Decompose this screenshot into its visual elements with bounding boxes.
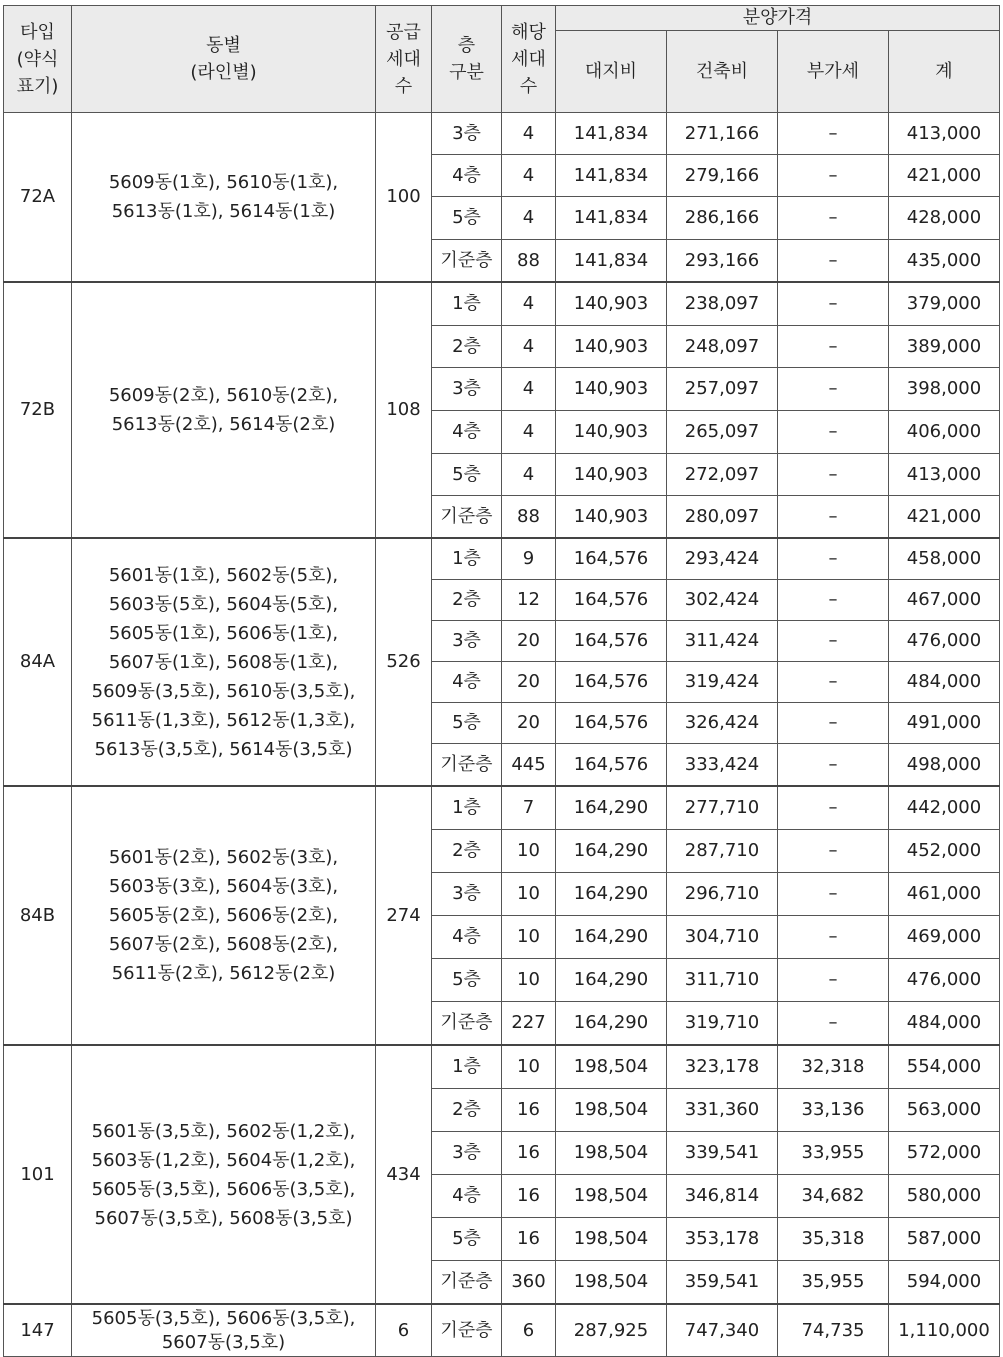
table-row [4, 786, 1000, 830]
total-price-cell: 452,000 [889, 830, 1000, 873]
dong-cell: 5601동(1호), 5602동(5호), 5603동(5호), 5604동(5호), 5605동(1호), 5606동(1호), 5607동(1호), 5608동(1호), 5609동(3,5호), 5610동(3,5호), 5611동(1,3호), 5612동(1,3호), 5613동(3,5호), 5614동(3,5호) [72, 538, 376, 786]
total-price-cell: 572,000 [889, 1132, 1000, 1175]
land-price-cell: 164,290 [556, 959, 667, 1002]
units-cell: 10 [502, 916, 556, 959]
land-price-cell: 198,504 [556, 1261, 667, 1305]
build-price-cell: 238,097 [667, 282, 778, 326]
vat-cell: – [778, 703, 889, 744]
table-row [4, 113, 1000, 155]
header-units: 해당 세대 수 [502, 6, 556, 113]
land-price-cell: 164,290 [556, 1002, 667, 1046]
build-price-cell: 280,097 [667, 496, 778, 539]
floor-cell: 2층 [432, 830, 502, 873]
vat-cell: – [778, 662, 889, 703]
dong-cell: 5609동(1호), 5610동(1호), 5613동(1호), 5614동(1호) [72, 113, 376, 283]
table-row [4, 282, 1000, 326]
land-price-cell: 164,576 [556, 580, 667, 621]
total-price-cell: 379,000 [889, 282, 1000, 326]
total-price-cell: 491,000 [889, 703, 1000, 744]
build-price-cell: 271,166 [667, 113, 778, 155]
land-price-cell: 164,290 [556, 830, 667, 873]
units-cell: 12 [502, 580, 556, 621]
build-price-cell: 353,178 [667, 1218, 778, 1261]
vat-cell: – [778, 538, 889, 580]
type-cell: 101 [4, 1045, 72, 1304]
land-price-cell: 140,903 [556, 326, 667, 368]
units-cell: 360 [502, 1261, 556, 1305]
total-price-cell: 1,110,000 [889, 1304, 1000, 1357]
units-cell: 7 [502, 786, 556, 830]
land-price-cell: 198,504 [556, 1218, 667, 1261]
total-price-cell: 413,000 [889, 113, 1000, 155]
vat-cell: – [778, 282, 889, 326]
land-price-cell: 164,290 [556, 916, 667, 959]
units-cell: 16 [502, 1218, 556, 1261]
build-price-cell: 747,340 [667, 1304, 778, 1357]
vat-cell: – [778, 744, 889, 787]
total-price-cell: 554,000 [889, 1045, 1000, 1089]
units-cell: 88 [502, 240, 556, 283]
total-price-cell: 398,000 [889, 368, 1000, 411]
land-price-cell: 164,576 [556, 538, 667, 580]
floor-cell: 1층 [432, 538, 502, 580]
vat-cell: – [778, 496, 889, 539]
land-price-cell: 198,504 [556, 1045, 667, 1089]
total-price-cell: 484,000 [889, 1002, 1000, 1046]
floor-cell: 4층 [432, 916, 502, 959]
units-cell: 10 [502, 830, 556, 873]
supply-cell: 100 [376, 113, 432, 283]
type-cell: 84B [4, 786, 72, 1045]
floor-cell: 기준층 [432, 496, 502, 539]
land-price-cell: 164,576 [556, 703, 667, 744]
header-price: 분양가격 [556, 6, 1000, 31]
build-price-cell: 248,097 [667, 326, 778, 368]
header-type: 타입 (약식 표기) [4, 6, 72, 113]
land-price-cell: 141,834 [556, 197, 667, 240]
vat-cell: – [778, 1002, 889, 1046]
land-price-cell: 141,834 [556, 113, 667, 155]
build-price-cell: 326,424 [667, 703, 778, 744]
units-cell: 4 [502, 326, 556, 368]
table-row [4, 538, 1000, 580]
floor-cell: 기준층 [432, 240, 502, 283]
vat-cell: – [778, 197, 889, 240]
land-price-cell: 141,834 [556, 240, 667, 283]
floor-cell: 3층 [432, 113, 502, 155]
floor-cell: 5층 [432, 959, 502, 1002]
land-price-cell: 141,834 [556, 155, 667, 197]
total-price-cell: 435,000 [889, 240, 1000, 283]
vat-cell: 34,682 [778, 1175, 889, 1218]
build-price-cell: 293,166 [667, 240, 778, 283]
vat-cell: 35,318 [778, 1218, 889, 1261]
units-cell: 20 [502, 621, 556, 662]
floor-cell: 3층 [432, 873, 502, 916]
vat-cell: – [778, 830, 889, 873]
land-price-cell: 140,903 [556, 411, 667, 454]
type-cell: 84A [4, 538, 72, 786]
vat-cell: 32,318 [778, 1045, 889, 1089]
floor-cell: 기준층 [432, 1304, 502, 1357]
units-cell: 4 [502, 113, 556, 155]
supply-cell: 434 [376, 1045, 432, 1304]
floor-cell: 3층 [432, 621, 502, 662]
units-cell: 10 [502, 1045, 556, 1089]
total-price-cell: 413,000 [889, 454, 1000, 496]
header-build: 건축비 [667, 31, 778, 113]
dong-cell: 5605동(3,5호), 5606동(3,5호), 5607동(3,5호) [72, 1304, 376, 1357]
floor-cell: 기준층 [432, 1261, 502, 1305]
floor-cell: 5층 [432, 1218, 502, 1261]
total-price-cell: 476,000 [889, 959, 1000, 1002]
land-price-cell: 140,903 [556, 282, 667, 326]
build-price-cell: 286,166 [667, 197, 778, 240]
land-price-cell: 198,504 [556, 1132, 667, 1175]
supply-cell: 526 [376, 538, 432, 786]
floor-cell: 5층 [432, 197, 502, 240]
vat-cell: – [778, 326, 889, 368]
units-cell: 10 [502, 873, 556, 916]
vat-cell: – [778, 873, 889, 916]
units-cell: 9 [502, 538, 556, 580]
vat-cell: – [778, 113, 889, 155]
build-price-cell: 311,710 [667, 959, 778, 1002]
land-price-cell: 198,504 [556, 1175, 667, 1218]
build-price-cell: 293,424 [667, 538, 778, 580]
table-body [4, 113, 1000, 1357]
type-cell: 72A [4, 113, 72, 283]
header-vat: 부가세 [778, 31, 889, 113]
dong-cell: 5601동(2호), 5602동(3호), 5603동(3호), 5604동(3호), 5605동(2호), 5606동(2호), 5607동(2호), 5608동(2호), 5611동(2호), 5612동(2호) [72, 786, 376, 1045]
total-price-cell: 594,000 [889, 1261, 1000, 1305]
vat-cell: – [778, 240, 889, 283]
floor-cell: 2층 [432, 580, 502, 621]
total-price-cell: 484,000 [889, 662, 1000, 703]
land-price-cell: 164,290 [556, 873, 667, 916]
floor-cell: 1층 [432, 786, 502, 830]
floor-cell: 3층 [432, 1132, 502, 1175]
units-cell: 4 [502, 411, 556, 454]
floor-cell: 5층 [432, 703, 502, 744]
total-price-cell: 428,000 [889, 197, 1000, 240]
total-price-cell: 461,000 [889, 873, 1000, 916]
vat-cell: – [778, 368, 889, 411]
vat-cell: – [778, 454, 889, 496]
land-price-cell: 140,903 [556, 496, 667, 539]
build-price-cell: 279,166 [667, 155, 778, 197]
build-price-cell: 319,710 [667, 1002, 778, 1046]
total-price-cell: 442,000 [889, 786, 1000, 830]
total-price-cell: 587,000 [889, 1218, 1000, 1261]
vat-cell: – [778, 786, 889, 830]
units-cell: 16 [502, 1175, 556, 1218]
floor-cell: 4층 [432, 1175, 502, 1218]
units-cell: 445 [502, 744, 556, 787]
units-cell: 20 [502, 662, 556, 703]
supply-cell: 108 [376, 282, 432, 538]
build-price-cell: 331,360 [667, 1089, 778, 1132]
build-price-cell: 257,097 [667, 368, 778, 411]
supply-cell: 274 [376, 786, 432, 1045]
build-price-cell: 265,097 [667, 411, 778, 454]
units-cell: 16 [502, 1132, 556, 1175]
build-price-cell: 319,424 [667, 662, 778, 703]
land-price-cell: 164,576 [556, 621, 667, 662]
vat-cell: – [778, 916, 889, 959]
build-price-cell: 287,710 [667, 830, 778, 873]
build-price-cell: 304,710 [667, 916, 778, 959]
table-row [4, 1304, 1000, 1357]
floor-cell: 2층 [432, 1089, 502, 1132]
build-price-cell: 302,424 [667, 580, 778, 621]
units-cell: 20 [502, 703, 556, 744]
total-price-cell: 498,000 [889, 744, 1000, 787]
units-cell: 16 [502, 1089, 556, 1132]
total-price-cell: 563,000 [889, 1089, 1000, 1132]
floor-cell: 기준층 [432, 744, 502, 787]
build-price-cell: 359,541 [667, 1261, 778, 1305]
total-price-cell: 476,000 [889, 621, 1000, 662]
units-cell: 227 [502, 1002, 556, 1046]
build-price-cell: 311,424 [667, 621, 778, 662]
land-price-cell: 287,925 [556, 1304, 667, 1357]
header-dong: 동별 (라인별) [72, 6, 376, 113]
header-floor: 층 구분 [432, 6, 502, 113]
build-price-cell: 333,424 [667, 744, 778, 787]
land-price-cell: 164,576 [556, 744, 667, 787]
header-total: 계 [889, 31, 1000, 113]
dong-cell: 5609동(2호), 5610동(2호), 5613동(2호), 5614동(2호) [72, 282, 376, 538]
vat-cell: – [778, 155, 889, 197]
header-land: 대지비 [556, 31, 667, 113]
header-supply: 공급 세대 수 [376, 6, 432, 113]
floor-cell: 5층 [432, 454, 502, 496]
floor-cell: 4층 [432, 155, 502, 197]
build-price-cell: 339,541 [667, 1132, 778, 1175]
total-price-cell: 406,000 [889, 411, 1000, 454]
vat-cell: – [778, 580, 889, 621]
units-cell: 88 [502, 496, 556, 539]
units-cell: 10 [502, 959, 556, 1002]
build-price-cell: 272,097 [667, 454, 778, 496]
floor-cell: 1층 [432, 282, 502, 326]
supply-cell: 6 [376, 1304, 432, 1357]
build-price-cell: 323,178 [667, 1045, 778, 1089]
units-cell: 4 [502, 197, 556, 240]
vat-cell: 33,136 [778, 1089, 889, 1132]
vat-cell: 74,735 [778, 1304, 889, 1357]
units-cell: 4 [502, 368, 556, 411]
type-cell: 72B [4, 282, 72, 538]
land-price-cell: 164,576 [556, 662, 667, 703]
floor-cell: 4층 [432, 662, 502, 703]
vat-cell: – [778, 959, 889, 1002]
total-price-cell: 469,000 [889, 916, 1000, 959]
total-price-cell: 580,000 [889, 1175, 1000, 1218]
type-cell: 147 [4, 1304, 72, 1357]
floor-cell: 4층 [432, 411, 502, 454]
total-price-cell: 421,000 [889, 496, 1000, 539]
floor-cell: 기준층 [432, 1002, 502, 1046]
table-header [4, 6, 1000, 113]
land-price-cell: 140,903 [556, 454, 667, 496]
floor-cell: 1층 [432, 1045, 502, 1089]
units-cell: 4 [502, 282, 556, 326]
total-price-cell: 421,000 [889, 155, 1000, 197]
total-price-cell: 467,000 [889, 580, 1000, 621]
build-price-cell: 346,814 [667, 1175, 778, 1218]
vat-cell: – [778, 621, 889, 662]
floor-cell: 3층 [432, 368, 502, 411]
total-price-cell: 458,000 [889, 538, 1000, 580]
floor-cell: 2층 [432, 326, 502, 368]
vat-cell: 33,955 [778, 1132, 889, 1175]
price-table [3, 5, 1000, 1357]
table-row [4, 1045, 1000, 1089]
build-price-cell: 277,710 [667, 786, 778, 830]
vat-cell: – [778, 411, 889, 454]
total-price-cell: 389,000 [889, 326, 1000, 368]
units-cell: 6 [502, 1304, 556, 1357]
land-price-cell: 140,903 [556, 368, 667, 411]
units-cell: 4 [502, 454, 556, 496]
dong-cell: 5601동(3,5호), 5602동(1,2호), 5603동(1,2호), 5604동(1,2호), 5605동(3,5호), 5606동(3,5호), 5607동(3,5호), 5608동(3,5호) [72, 1045, 376, 1304]
land-price-cell: 164,290 [556, 786, 667, 830]
land-price-cell: 198,504 [556, 1089, 667, 1132]
units-cell: 4 [502, 155, 556, 197]
vat-cell: 35,955 [778, 1261, 889, 1305]
build-price-cell: 296,710 [667, 873, 778, 916]
